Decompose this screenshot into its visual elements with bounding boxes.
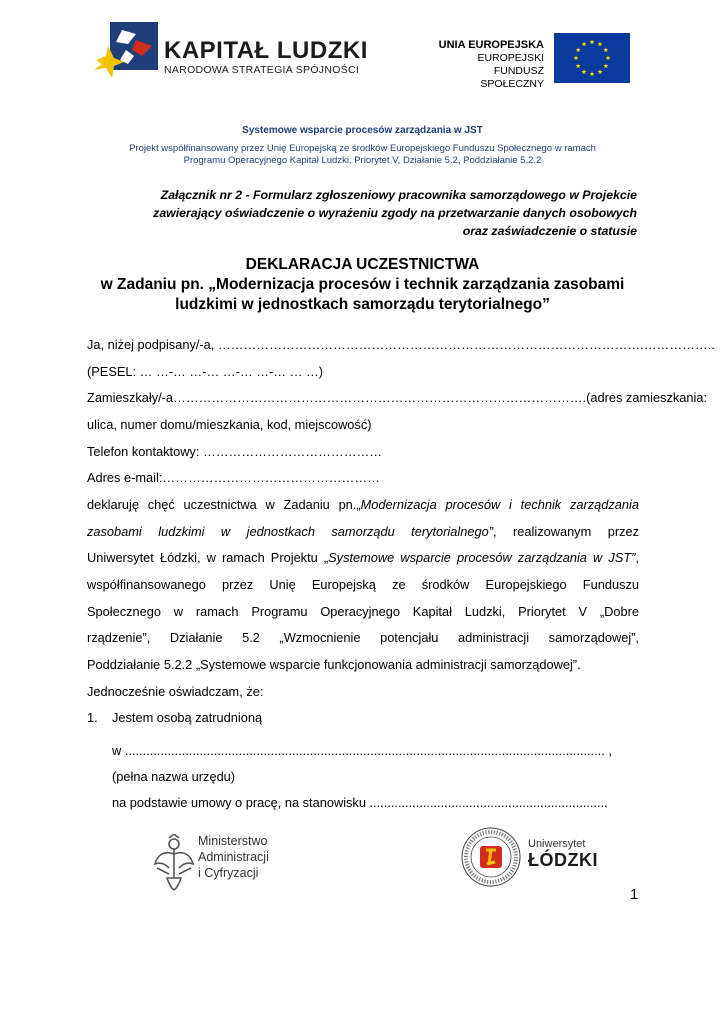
ministry-line-1: Ministerstwo — [198, 834, 268, 848]
university-logo-text — [528, 838, 598, 871]
eagle-emblem-icon — [153, 834, 195, 892]
body-text: Uniwersytet Łódzki, w ramach Projektu „ — [87, 550, 329, 565]
email-field[interactable]: Adres e-mail:…………………………………………… — [87, 470, 380, 485]
annex-line-2: zawierający oświadczenie o wyrażeniu zgody na przetwarzanie danych osobowych — [153, 206, 637, 220]
ministry-line-3: i Cyfryzacji — [198, 866, 259, 880]
phone-field[interactable]: Telefon kontaktowy: …………………………………… — [87, 444, 383, 459]
kapital-ludzki-text — [164, 38, 368, 77]
university-seal-icon — [460, 826, 522, 888]
name-field[interactable]: Ja, niżej podpisany/-a, ……………………………………………………………………………………….…………….. — [87, 337, 715, 352]
body-line-6: rządzenie”, Działanie 5.2 „Wzmocnienie potencjału administracji samorządowej”, — [87, 630, 639, 645]
body-text: , — [635, 550, 639, 565]
pesel-field[interactable]: (PESEL: … …-… …-… …-… …-… … …) — [87, 364, 324, 379]
ministry-logo-text — [198, 833, 269, 881]
declaration-title — [60, 255, 665, 315]
project-description — [100, 143, 625, 167]
address-hint: ulica, numer domu/mieszkania, kod, miejscowość) — [87, 417, 372, 432]
page-number: 1 — [630, 886, 639, 903]
annex-line-1: Załącznik nr 2 - Formularz zgłoszeniowy pracownika samorządowego w Projekcie — [160, 188, 637, 202]
statement-intro: Jednocześnie oświadczam, że: — [87, 684, 264, 699]
body-line-1 — [87, 492, 639, 518]
kapital-ludzki-logo-icon — [92, 20, 162, 82]
address-field[interactable]: Zamieszkały/-a…………………………………………………………………………………….(adres zamieszkania: — [87, 390, 708, 405]
task-name-italic: Modernizacja procesów i technik zarządzania — [360, 497, 639, 512]
eu-flag-icon — [554, 33, 630, 83]
project-title: Systemowe wsparcie procesów zarządzania w JST — [242, 125, 483, 136]
declaration-line-3: ludzkimi w jednostkach samorządu terytorialnego” — [175, 296, 550, 313]
item-1-text: Jestem osobą zatrudnioną — [112, 710, 263, 725]
ministry-line-2: Administracji — [198, 850, 269, 864]
university-line-2: ŁÓDZKI — [528, 850, 598, 870]
project-description-line-2: Programu Operacyjnego Kapitał Ludzki, Priorytet V, Działanie 5.2, Poddziałanie 5.2.2 — [183, 155, 542, 166]
project-name-italic: Systemowe wsparcie procesów zarządzania w JST” — [328, 550, 636, 565]
position-field[interactable]: na podstawie umowy o pracę, na stanowisku ................................................................... — [112, 795, 608, 810]
university-line-1: Uniwersytet — [528, 838, 586, 850]
item-1-number: 1. — [87, 710, 98, 725]
eu-line-1: EUROPEJSKI — [477, 52, 544, 64]
kapital-ludzki-title: KAPITAŁ LUDZKI — [164, 37, 368, 64]
annex-heading — [110, 186, 637, 240]
eu-line-2: FUNDUSZ SPOŁECZNY — [480, 65, 544, 90]
eu-title: UNIA EUROPEJSKA — [438, 39, 544, 51]
body-line-7: Poddziałanie 5.2.2 „Systemowe wsparcie funkcjonowania administracji samorządowej”. — [87, 657, 581, 672]
task-name-italic-cont: zasobami ludzkimi w jednostkach samorządu terytorialnego” — [87, 524, 493, 539]
annex-line-3: oraz zaświadczenie o statusie — [462, 224, 637, 238]
declaration-line-2: w Zadaniu pn. „Modernizacja procesów i technik zarządzania zasobami — [100, 276, 625, 293]
body-text: , realizowanym przez — [492, 524, 639, 539]
employer-field[interactable]: w ....................................................................................................................................... , — [112, 743, 612, 758]
body-line-5: Społecznego w ramach Programu Operacyjnego Kapitał Ludzki, Priorytet V „Dobre — [87, 604, 639, 619]
body-line-4: współfinansowanego przez Unię Europejską ze środków Europejskiego Funduszu — [87, 577, 639, 592]
body-line-2 — [87, 519, 639, 545]
declaration-line-1: DEKLARACJA UCZESTNICTWA — [245, 256, 480, 273]
project-description-line-1: Projekt współfinansowany przez Unię Europejską ze środków Europejskiego Funduszu Społecznego w ramach — [129, 143, 596, 154]
body-line-3 — [87, 545, 639, 571]
employer-hint: (pełna nazwa urzędu) — [112, 769, 236, 784]
body-text: deklaruję chęć uczestnictwa w Zadaniu pn.„ — [87, 497, 361, 512]
eu-text — [430, 38, 544, 91]
kapital-ludzki-subtitle: NARODOWA STRATEGIA SPÓJNOŚCI — [164, 64, 360, 76]
